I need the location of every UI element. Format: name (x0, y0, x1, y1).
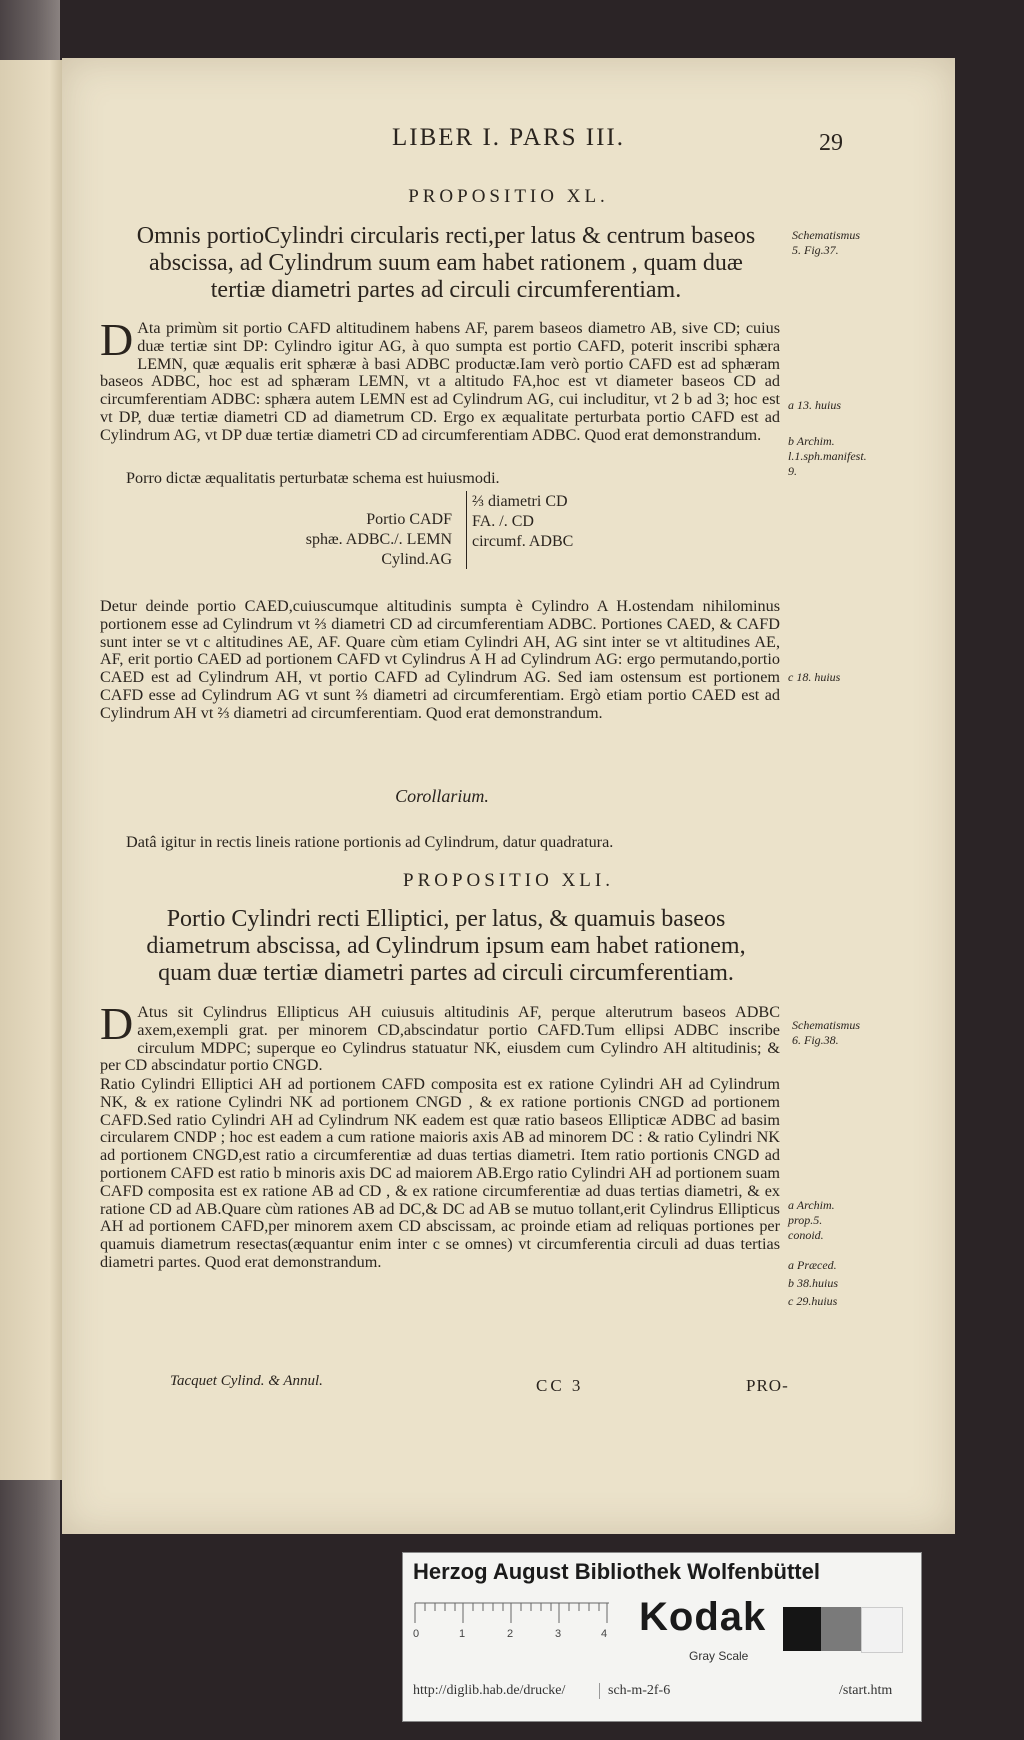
scheme-left-2: sphæ. ADBC./. LEMN (305, 531, 452, 548)
prop40-body (100, 314, 780, 445)
prop41-margin-note: Schematismus 6. Fig.38. (792, 1018, 860, 1047)
prop41-note-b: b 38.huius (788, 1276, 839, 1290)
prop40-note-b: b Archim. l.1.sph.manifest. 9. (788, 434, 867, 478)
catchword: PRO- (746, 1376, 789, 1395)
scheme-left-3: Cylind.AG (381, 551, 452, 568)
grayscale-swatch-black (783, 1607, 821, 1651)
proportion-scheme (262, 491, 662, 573)
measurement-ruler (413, 1601, 611, 1641)
ruler-label-0: 0 (413, 1628, 420, 1640)
corollary-title: Corollarium. (395, 786, 489, 806)
ruler-label-4: 4 (601, 1628, 608, 1640)
prop40-body-tail: Porro dictæ æqualitatis perturbatæ schema est huiusmodi. (126, 469, 500, 487)
corollary-text: Datâ igitur in rectis lineis ratione portionis ad Cylindrum, datur quadratura. (126, 833, 614, 851)
prop41-dropcap: D (100, 998, 134, 1049)
prop41-body2: Ratio Cylindri Elliptici AH ad portionem CAFD composita est ex ratione Cylindri AH ad Cylindrum NK, & ex ratione Cylindri NK ad portionem CNGD , & ex ratione portionis CNGD ad portionem CAFD.Sed ratio Cylindri AH ad Cylindrum NK eadem est quæ ratio baseos Ellipticæ ADBC ad basim circularem CNDP ; hoc est eadem a cum ratione maioris axis AB ad minorem DC : & ratio Cylindri NK ad portionem CNGD,est ratio a circumferentiæ ad duas tertias diametri. Item ratio portionis CNGD ad portionem CAFD est ratio b minoris axis DC ad maiorem AB.Ergo ratio Cylindri AH ad portionem suam CAFD composita est ex ratione AB ad CD , & ex ratione circumferentiæ ad duas tertias diametri, & ex ratione CD ad AB.Quare cùm rationes AB ad DC,& DC ad AB se mutuo tollant,erit Cylindrus Ellipticus AH ad portionem CAFD,per minorem axem CD abscissam, ac proinde etiam ad reliquas portiones per quamuis diametrum resectas(æquantur enim inter c se omnes) vt circumferentia circuli ad duas tertias diametri partes. Quod erat demonstrandum. (100, 1075, 780, 1271)
scheme-right-2: FA. /. CD (472, 513, 534, 530)
ruler-label-2: 2 (507, 1628, 514, 1640)
prop41-body (100, 998, 780, 1075)
prop40-note-a: a 13. huius (788, 398, 842, 412)
scheme-left-1: Portio CADF (366, 511, 452, 528)
prop41-note-a: a Archim. prop.5. conoid. (788, 1198, 835, 1242)
scheme-right-1: ⅔ diametri CD (472, 493, 568, 510)
prop40-margin-note: Schematismus 5. Fig.37. (792, 228, 860, 257)
running-head: LIBER I. PARS III. (391, 124, 625, 151)
prop41-title: PROPOSITIO XLI. (403, 870, 614, 891)
url-shelfmark: sch-m-2f-6 (599, 1683, 670, 1699)
prop41-note-c: c 29.huius (788, 1294, 838, 1308)
ruler-label-1: 1 (459, 1628, 466, 1640)
book-page (62, 58, 955, 1534)
scheme-divider (466, 491, 467, 569)
prop40-para2: Detur deinde portio CAED,cuiuscumque altitudinis sumpta è Cylindro A H.ostendam nihilominus portionem esse ad Cylindrum vt ⅔ diametri CD ad circumferentiam ADBC. Portiones CAED, & CAFD sunt inter se vt c altitudines AE, AF. Quare cùm etiam Cylindri AH, AG sint inter se vt altitudines AE, AF, erit portio CAED ad portionem CAFD vt Cylindrus A H ad Cylindrum AG: ergo permutando,portio CAED est ad Cylindrum AH, vt portio CAFD ad Cylindrum AG. Sed iam ostensum est portionem CAFD esse ad Cylindrum AG vt sunt ⅔ diametri ad circumferentiam. Ergò etiam portio CAED est ad Cylindrum AH vt ⅔ diametri ad circumferentiam. Quod erat demonstrandum. (100, 597, 780, 722)
left-page-edge (0, 60, 62, 1480)
signature-mark: CC 3 (536, 1376, 584, 1395)
grayscale-swatch-gray (821, 1607, 861, 1651)
footer-author: Tacquet Cylind. & Annul. (170, 1373, 323, 1389)
prop40-body-text: Ata primùm sit portio CAFD altitudinem habens AF, parem baseos diametro AB, sive CD; cuius duæ tertiæ sint DP: Cylindro igitur AG, à quo sumpta est portio CAFD, poterit inscribi sphæra LEMN, quæ æqualis erit sphæræ à basi ADBC productæ.Iam verò portio CAFD est ad sphæram baseos ADBC, hoc est ad sphæram LEMN, vt a altitudo FA,hoc est vt diameter baseos CD ad circumferentiam ADBC: sphæra autem LEMN est ad Cylindrum AG, cui includitur, vt 2 b ad 3; hoc est vt DP, duæ tertiæ diametri CD ad diametrum CD. Ergo ex æqualitate perturbata portio CAFD est ad Cylindrum AG, vt DP duæ tertiæ diametri CD ad circumferentiam ADBC. Quod erat demonstrandum. (100, 319, 780, 444)
prop40-dropcap: D (100, 314, 134, 365)
kodak-logo: Kodak (639, 1595, 767, 1639)
library-name: Herzog August Bibliothek Wolfenbüttel (413, 1559, 820, 1584)
url-base: http://diglib.hab.de/drucke/ (413, 1683, 566, 1698)
url-file: /start.htm (839, 1683, 893, 1698)
prop40-note-c: c 18. huius (788, 670, 841, 684)
prop41-enunciation: Portio Cylindri recti Elliptici, per latus, & quamuis baseos diametrum abscissa, ad Cylindrum ipsum eam habet rationem, quam duæ tertiæ diametri partes ad circuli circumferentiam. (146, 906, 746, 986)
prop40-title: PROPOSITIO XL. (408, 186, 609, 207)
ruler-label-3: 3 (555, 1628, 562, 1640)
prop41-note-a2: a Præced. (788, 1258, 837, 1272)
library-scan-card (402, 1552, 922, 1722)
scheme-right-3: circumf. ADBC (472, 533, 574, 550)
gray-scale-label: Gray Scale (689, 1649, 749, 1663)
prop40-enunciation: Omnis portioCylindri circularis recti,per latus & centrum baseos abscissa, ad Cylindrum suum eam habet rationem , quam duæ tertiæ diametri partes ad circuli circumferentiam. (136, 223, 756, 303)
prop41-body-text: Atus sit Cylindrus Ellipticus AH cuiusuis altitudinis AF, perque alterutrum baseos ADBC axem,exempli grat. per minorem CD,abscindatur portio CAFD.Tum ellipsi ADBC inscribe circulum MDPC; superque eo Cylindrus statuatur NK, eiusdem cum Cylindro AH altitudinis; & per CD abscindatur portio CNGD. (100, 1003, 780, 1075)
page-number: 29 (819, 130, 843, 156)
grayscale-swatch-white (861, 1607, 903, 1653)
